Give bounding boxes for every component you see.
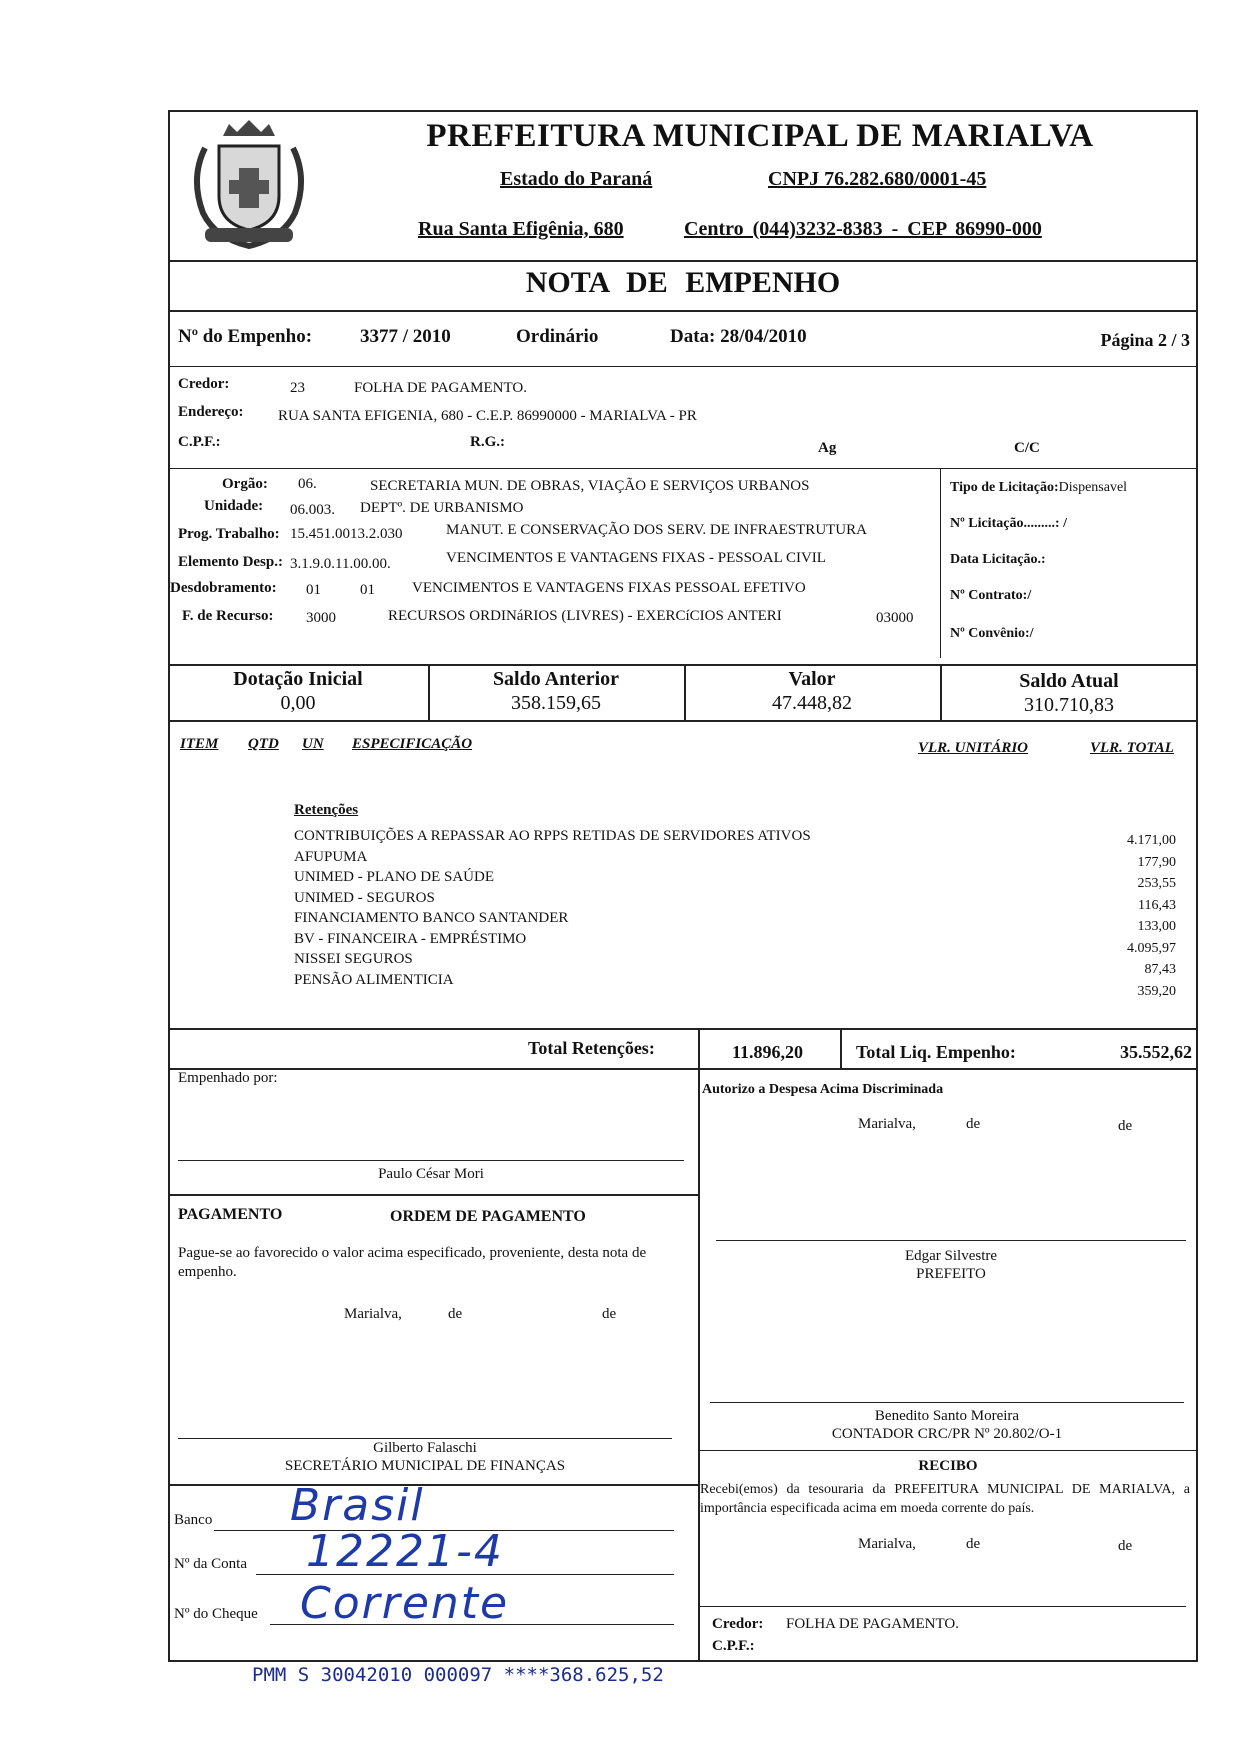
cpf-label: C.P.F.: bbox=[178, 434, 221, 450]
total-retencoes-value: 11.896,20 bbox=[732, 1042, 804, 1062]
prog-trabalho-label: Prog. Trabalho: bbox=[178, 526, 280, 542]
retencoes-list bbox=[294, 826, 811, 990]
list-item: FINANCIAMENTO BANCO SANTANDER bbox=[294, 910, 569, 926]
coat-of-arms-icon bbox=[185, 118, 313, 256]
col-un: UN bbox=[302, 736, 324, 752]
list-item-value: 359,20 bbox=[1137, 983, 1176, 999]
dotacao-inicial-value: 0,00 bbox=[280, 692, 316, 714]
contador-title: CONTADOR CRC/PR Nº 20.802/O-1 bbox=[831, 1426, 1063, 1442]
secretario-signature-line bbox=[178, 1438, 672, 1439]
cheque-label: Nº do Cheque bbox=[174, 1606, 258, 1622]
fonte-recurso-label: F. de Recurso: bbox=[182, 608, 274, 624]
dotacao-inicial-label: Dotação Inicial bbox=[233, 668, 363, 690]
list-item: UNIMED - PLANO DE SAÚDE bbox=[294, 869, 494, 885]
numero-convenio: Nº Convênio:/ bbox=[950, 626, 1034, 641]
pagamento-city: Marialva, bbox=[344, 1306, 402, 1322]
conta-handwriting: 12221-4 bbox=[306, 1526, 504, 1577]
credor-code: 23 bbox=[290, 380, 305, 396]
col-valor-unitario: VLR. UNITÁRIO bbox=[918, 740, 1029, 756]
empenho-label: Nº do Empenho: bbox=[178, 326, 313, 347]
title-divider bbox=[168, 310, 1198, 312]
totals-top-line bbox=[168, 1028, 1198, 1030]
empenho-kind: Ordinário bbox=[516, 326, 599, 347]
pagamento-label: PAGAMENTO bbox=[178, 1206, 283, 1223]
desdobramento-label: Desdobramento: bbox=[170, 580, 277, 596]
contador-name: Benedito Santo Moreira bbox=[874, 1408, 1020, 1424]
totals-divider-1 bbox=[698, 1028, 700, 1070]
payment-stamp: PMM S 30042010 000097 ****368.625,52 bbox=[252, 1664, 664, 1686]
conta-corrente-label: C/C bbox=[1014, 440, 1040, 456]
endereco-label: Endereço: bbox=[178, 404, 244, 420]
list-item: PENSÃO ALIMENTICIA bbox=[294, 971, 454, 988]
header-divider bbox=[168, 260, 1198, 262]
elemento-code: 3.1.9.0.11.00.00. bbox=[290, 556, 391, 572]
contador-signature-line bbox=[710, 1402, 1184, 1403]
retencoes-title: Retenções bbox=[294, 802, 359, 818]
banco-handwriting: Brasil bbox=[290, 1480, 425, 1531]
fonte-recurso-code2: 03000 bbox=[876, 610, 914, 626]
autorizo-label: Autorizo a Despesa Acima Discriminada bbox=[702, 1082, 944, 1097]
recibo-text: Recebi(emos) da tesouraria da PREFEITURA MUNICIPAL DE MARIALVA, a importância especificada acima em moeda corrente do país. bbox=[700, 1482, 1190, 1516]
list-item: UNIMED - SEGUROS bbox=[294, 889, 435, 906]
list-item: BV - FINANCEIRA - EMPRÉSTIMO bbox=[294, 930, 527, 947]
page-number: Página 2 / 3 bbox=[1100, 330, 1190, 350]
numero-contrato: Nº Contrato:/ bbox=[950, 588, 1032, 603]
prefeito-signature-line bbox=[716, 1240, 1186, 1241]
street-address: Rua Santa Efigênia, 680 bbox=[418, 218, 624, 240]
credor-label: Credor: bbox=[178, 376, 230, 392]
rg-label: R.G.: bbox=[470, 434, 505, 450]
total-liquido-value: 35.552,62 bbox=[1120, 1042, 1192, 1062]
list-item-value: 4.171,00 bbox=[1127, 833, 1176, 848]
pague-se-text: Pague-se ao favorecido o valor acima especificado, proveniente, desta nota de empenho. bbox=[178, 1245, 647, 1280]
autorizo-de-2: de bbox=[1118, 1118, 1133, 1134]
total-liquido-label: Total Liq. Empenho: bbox=[856, 1042, 1016, 1062]
prog-trabalho-code: 15.451.0013.2.030 bbox=[290, 526, 403, 542]
cheque-handwriting: Corrente bbox=[300, 1578, 510, 1629]
list-item-value: 116,43 bbox=[1138, 897, 1176, 913]
licitacao-divider bbox=[940, 468, 941, 658]
pagamento-de-1: de bbox=[448, 1306, 463, 1322]
district-phone-cep: Centro (044)3232-8383 - CEP 86990-000 bbox=[684, 218, 1042, 240]
recibo-de-2: de bbox=[1118, 1538, 1133, 1554]
autorizo-city: Marialva, bbox=[858, 1116, 916, 1132]
recibo-credor-label: Credor: bbox=[712, 1616, 764, 1632]
credor-divider bbox=[168, 468, 1198, 469]
empenhado-name: Paulo César Mori bbox=[378, 1166, 484, 1182]
recibo-label: RECIBO bbox=[918, 1458, 978, 1474]
col-valor-total: VLR. TOTAL bbox=[1090, 740, 1174, 756]
empenho-number: 3377 / 2010 bbox=[360, 326, 451, 347]
saldo-atual-label: Saldo Atual bbox=[1019, 670, 1119, 692]
col-item: ITEM bbox=[180, 736, 219, 752]
elemento-desc: VENCIMENTOS E VANTAGENS FIXAS - PESSOAL CIVIL bbox=[446, 550, 826, 566]
valor-value: 47.448,82 bbox=[772, 692, 852, 714]
saldo-anterior-value: 358.159,65 bbox=[511, 692, 601, 714]
state-name: Estado do Paraná bbox=[500, 168, 653, 190]
fonte-recurso-code: 3000 bbox=[306, 610, 336, 626]
orgao-desc: SECRETARIA MUN. DE OBRAS, VIAÇÃO E SERVIÇOS URBANOS bbox=[370, 478, 810, 494]
list-item-value: 87,43 bbox=[1144, 962, 1176, 977]
recibo-top-line bbox=[698, 1450, 1198, 1451]
list-item: NISSEI SEGUROS bbox=[294, 951, 413, 967]
empenhado-label: Empenhado por: bbox=[178, 1070, 278, 1086]
desdobramento-desc: VENCIMENTOS E VANTAGENS FIXAS PESSOAL EFETIVO bbox=[412, 580, 806, 596]
unidade-desc: DEPTº. DE URBANISMO bbox=[360, 500, 524, 516]
secretario-name: Gilberto Falaschi bbox=[373, 1440, 477, 1456]
saldo-atual-value: 310.710,83 bbox=[1024, 694, 1114, 716]
municipality-title: PREFEITURA MUNICIPAL DE MARIALVA bbox=[426, 118, 1094, 154]
agencia-label: Ag bbox=[818, 440, 837, 456]
orgao-label: Orgão: bbox=[222, 476, 268, 492]
endereco-value: RUA SANTA EFIGENIA, 680 - C.E.P. 86990000 - MARIALVA - PR bbox=[278, 408, 697, 424]
secretario-title: SECRETÁRIO MUNICIPAL DE FINANÇAS bbox=[284, 1458, 566, 1474]
elemento-label: Elemento Desp.: bbox=[178, 554, 283, 570]
valor-label: Valor bbox=[788, 668, 836, 690]
totals-bottom-line bbox=[168, 1068, 1198, 1070]
empenho-date: Data: 28/04/2010 bbox=[670, 326, 807, 347]
desdobramento-code1: 01 bbox=[306, 582, 321, 598]
orgao-code: 06. bbox=[298, 476, 317, 492]
cnpj-number: CNPJ 76.282.680/0001-45 bbox=[768, 168, 987, 190]
recibo-credor-value: FOLHA DE PAGAMENTO. bbox=[786, 1616, 959, 1632]
recibo-de-1: de bbox=[966, 1536, 981, 1552]
banco-top-line bbox=[168, 1484, 698, 1486]
totals-divider-2 bbox=[840, 1028, 842, 1070]
numero-licitacao: Nº Licitação.........: / bbox=[950, 516, 1067, 531]
conta-label: Nº da Conta bbox=[174, 1556, 247, 1572]
col-qtd: QTD bbox=[248, 736, 279, 752]
empenhado-signature-line bbox=[178, 1160, 684, 1161]
col-especificacao: ESPECIFICAÇÃO bbox=[352, 736, 473, 752]
data-licitacao: Data Licitação.: bbox=[950, 552, 1046, 567]
list-item: CONTRIBUIÇÕES A REPASSAR AO RPPS RETIDAS DE SERVIDORES ATIVOS bbox=[294, 828, 811, 844]
list-item-value: 253,55 bbox=[1137, 876, 1176, 891]
saldo-anterior-label: Saldo Anterior bbox=[492, 668, 620, 690]
prog-trabalho-desc: MANUT. E CONSERVAÇÃO DOS SERV. DE INFRAESTRUTURA bbox=[446, 522, 867, 538]
recibo-city: Marialva, bbox=[858, 1536, 916, 1552]
recibo-signature-line bbox=[698, 1606, 1186, 1607]
desdobramento-code2: 01 bbox=[360, 582, 375, 598]
tipo-licitacao: Tipo de Licitação:Dispensavel bbox=[950, 480, 1128, 495]
list-item-value: 4.095,97 bbox=[1127, 940, 1176, 956]
document-title: NOTA DE EMPENHO bbox=[525, 266, 841, 299]
credor-name: FOLHA DE PAGAMENTO. bbox=[354, 380, 527, 396]
pagamento-de-2: de bbox=[602, 1306, 617, 1322]
list-item-value: 133,00 bbox=[1137, 919, 1176, 934]
retencoes-values bbox=[1000, 830, 1176, 1002]
total-retencoes-label: Total Retenções: bbox=[528, 1038, 655, 1058]
unidade-code: 06.003. bbox=[290, 502, 335, 518]
prefeito-title: PREFEITO bbox=[916, 1266, 986, 1282]
banco-label: Banco bbox=[174, 1512, 213, 1528]
list-item-value: 177,90 bbox=[1137, 854, 1176, 870]
saldos-bottom-line bbox=[168, 720, 1198, 722]
recibo-cpf-label: C.P.F.: bbox=[712, 1638, 755, 1654]
autorizo-de-1: de bbox=[966, 1116, 981, 1132]
bottom-center-divider bbox=[698, 1068, 700, 1662]
pagamento-top-line bbox=[168, 1194, 698, 1196]
unidade-label: Unidade: bbox=[204, 498, 264, 514]
prefeito-name: Edgar Silvestre bbox=[904, 1248, 998, 1264]
saldos-top-line bbox=[168, 664, 1198, 666]
ordem-pagamento-label: ORDEM DE PAGAMENTO bbox=[390, 1208, 586, 1225]
fonte-recurso-desc: RECURSOS ORDINáRIOS (LIVRES) - EXERCíCIOS ANTERI bbox=[388, 608, 782, 624]
list-item: AFUPUMA bbox=[294, 848, 368, 865]
empenho-divider bbox=[168, 366, 1198, 367]
